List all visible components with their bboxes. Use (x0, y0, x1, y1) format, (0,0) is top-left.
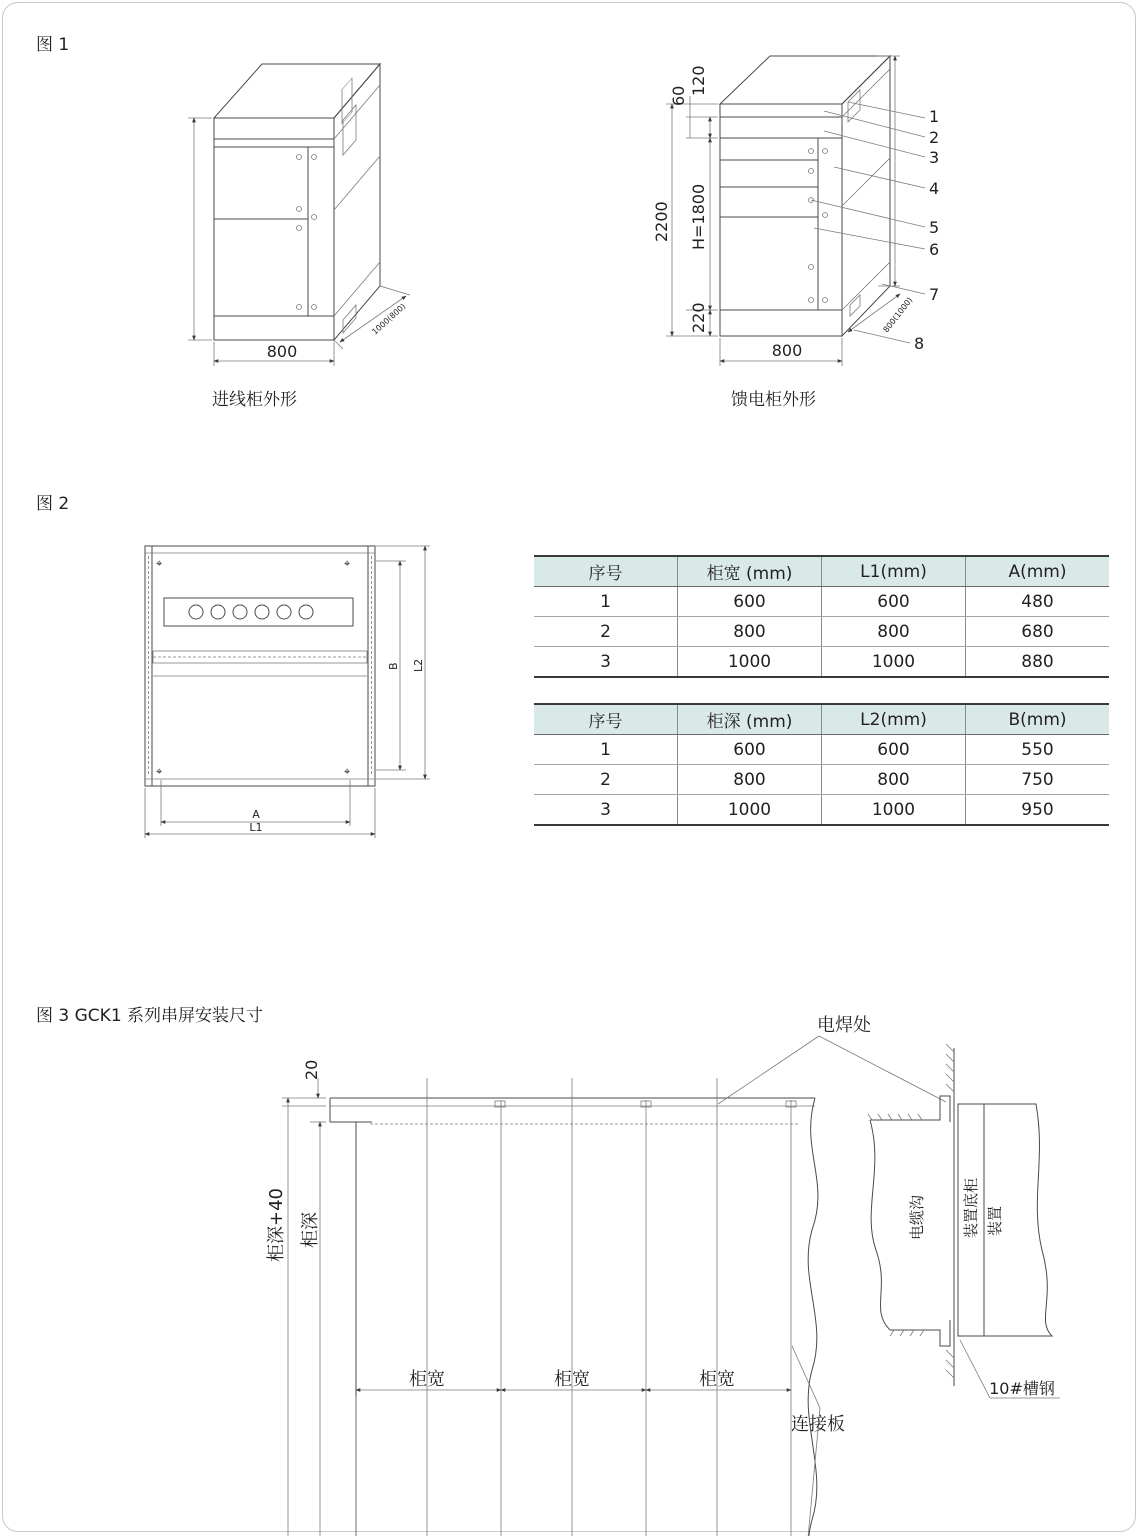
table-row (534, 765, 1109, 795)
label-l2: L2 (412, 658, 425, 672)
svg-text:⌖: ⌖ (156, 765, 163, 778)
figure2-caption: 图 2 (36, 494, 70, 514)
svg-text:⌖: ⌖ (344, 765, 351, 778)
table-cell: 800 (678, 617, 822, 647)
table-cell: 600 (822, 587, 966, 617)
label-device: 装置 (986, 1205, 1004, 1236)
label-depth: 柜深 (300, 1212, 321, 1248)
feeder-width-label: 800 (771, 341, 803, 360)
feeder-cabinet-drawing (652, 56, 939, 366)
label-cable-trench: 电缆沟 (908, 1194, 926, 1240)
table-row (534, 617, 1109, 647)
label-l1: L1 (249, 821, 263, 834)
width-table-header: 序号 (534, 556, 678, 587)
installation-drawing (266, 1015, 1060, 1536)
depth-spec-table (534, 703, 1109, 826)
callout-2: 2 (929, 128, 940, 147)
table-cell: 800 (822, 765, 966, 795)
table-cell: 600 (822, 735, 966, 765)
depth-table-header: B(mm) (966, 704, 1110, 735)
depth-table-header: 柜深 (mm) (678, 704, 822, 735)
width-table-header: 柜宽 (mm) (678, 556, 822, 587)
table-cell: 480 (966, 587, 1110, 617)
width-table-header: A(mm) (966, 556, 1110, 587)
depth-table-header: 序号 (534, 704, 678, 735)
callout-4: 4 (929, 179, 940, 198)
dim-20: 20 (302, 1059, 321, 1080)
width-spec-table (534, 555, 1109, 678)
table-row (534, 795, 1109, 826)
table-cell: 750 (966, 765, 1110, 795)
feeder-cabinet-title: 馈电柜外形 (731, 390, 816, 410)
table-cell: 880 (966, 647, 1110, 678)
incoming-cabinet-title: 进线柜外形 (212, 390, 297, 410)
svg-text:⌖: ⌖ (156, 557, 163, 570)
label-a: A (252, 808, 260, 821)
figure1-caption: 图 1 (36, 35, 70, 55)
depth-table-header: L2(mm) (822, 704, 966, 735)
feeder-dim-2200: 2200 (652, 201, 671, 242)
table-cell: 1000 (678, 795, 822, 826)
feeder-dim-h1800: H=1800 (689, 183, 708, 250)
table-cell: 1 (534, 735, 678, 765)
incoming-width-label: 800 (266, 342, 298, 361)
table-row (534, 647, 1109, 678)
feeder-dim-60: 60 (669, 85, 688, 106)
figure3-caption: 图 3 GCK1 系列串屏安装尺寸 (36, 1006, 264, 1026)
svg-text:⌖: ⌖ (344, 557, 351, 570)
table-cell: 950 (966, 795, 1110, 826)
table-cell: 800 (822, 617, 966, 647)
label-width-3: 柜宽 (699, 1369, 735, 1390)
label-channel-steel: 10#槽钢 (989, 1379, 1055, 1398)
label-weld: 电焊处 (817, 1015, 871, 1036)
callout-3: 3 (929, 148, 940, 167)
table-row (534, 587, 1109, 617)
callout-7: 7 (929, 285, 940, 304)
label-width-2: 柜宽 (554, 1369, 590, 1390)
label-b: B (387, 662, 400, 670)
table-cell: 550 (966, 735, 1110, 765)
label-depth-plus-40: 柜深+40 (266, 1188, 287, 1262)
base-frame-drawing (145, 546, 430, 838)
table-cell: 1000 (822, 647, 966, 678)
feeder-depth-label: 800(1000) (881, 295, 915, 335)
incoming-cabinet-drawing (188, 64, 410, 366)
table-cell: 600 (678, 587, 822, 617)
table-row (534, 735, 1109, 765)
callout-6: 6 (929, 240, 940, 259)
width-table-header: L1(mm) (822, 556, 966, 587)
feeder-dim-120: 120 (689, 65, 708, 96)
table-cell: 3 (534, 647, 678, 678)
callout-5: 5 (929, 218, 940, 237)
callout-1: 1 (929, 107, 940, 126)
table-cell: 1 (534, 587, 678, 617)
table-cell: 2 (534, 617, 678, 647)
table-cell: 1000 (822, 795, 966, 826)
table-cell: 1000 (678, 647, 822, 678)
table-cell: 800 (678, 765, 822, 795)
table-cell: 3 (534, 795, 678, 826)
callout-8: 8 (914, 334, 925, 353)
incoming-depth-label: 1000(800) (370, 301, 408, 337)
label-device-base: 装置底柜 (962, 1177, 980, 1238)
label-connector: 连接板 (791, 1414, 845, 1435)
table-cell: 600 (678, 735, 822, 765)
table-cell: 2 (534, 765, 678, 795)
label-width-1: 柜宽 (409, 1369, 445, 1390)
feeder-dim-220: 220 (689, 302, 708, 333)
table-cell: 680 (966, 617, 1110, 647)
